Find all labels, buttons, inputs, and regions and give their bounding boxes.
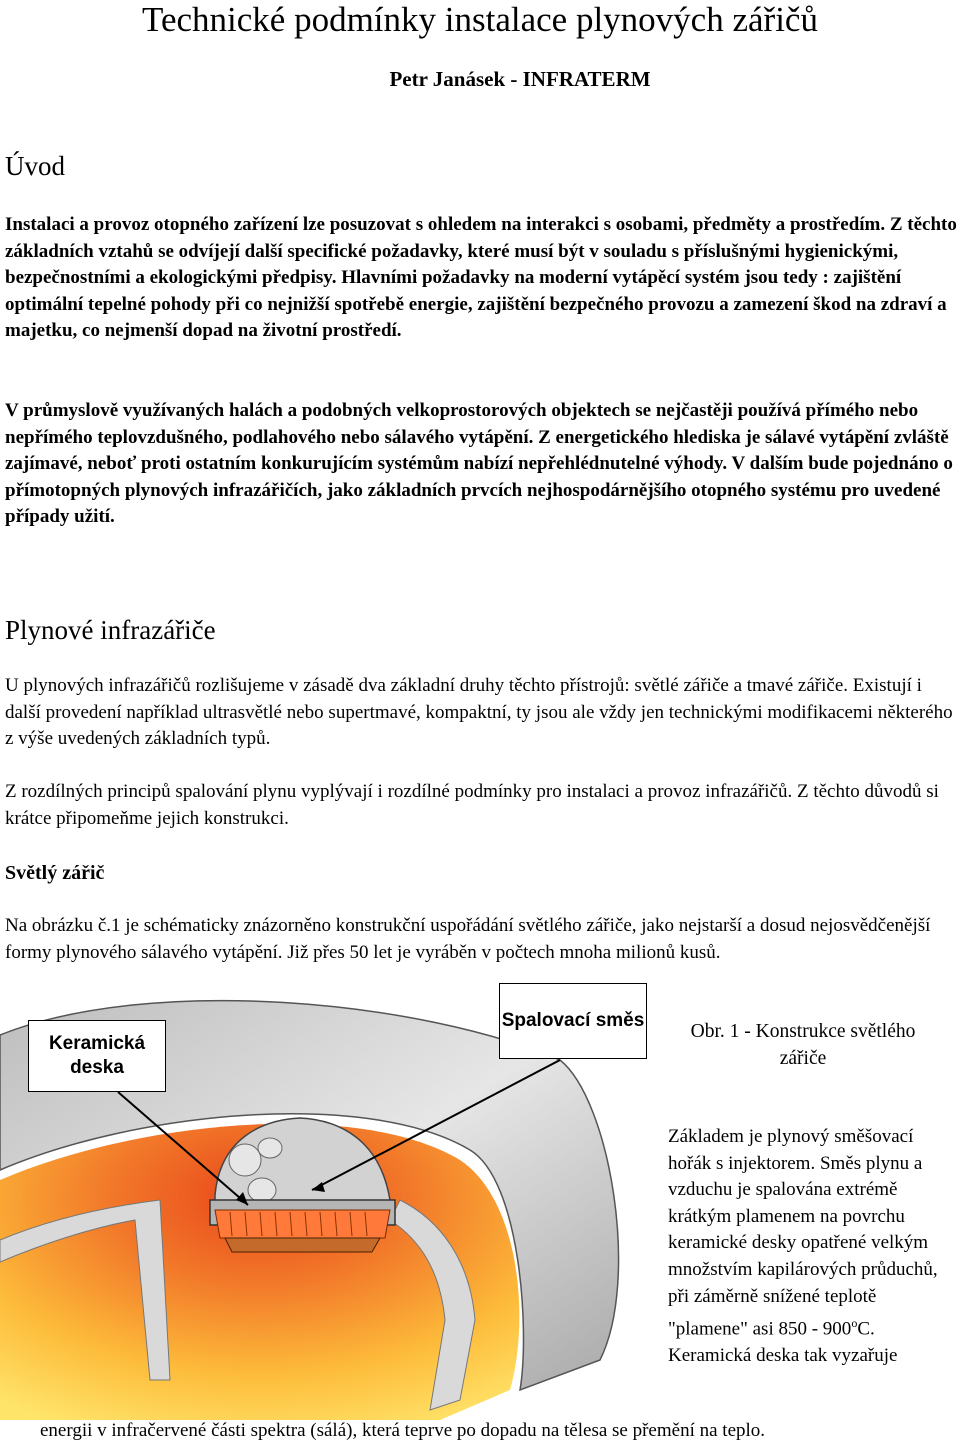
label-ceramic-plate: Keramická deska bbox=[28, 1020, 166, 1092]
author-line: Petr Janásek - INFRATERM bbox=[389, 67, 651, 91]
intro-paragraph-2: V průmyslově využívaných halách a podobných velkoprostorových objektech se nejčastěji používá přímého nebo nepřímého teplovzdušného, podlahového nebo sálavého vytápění. Z energetického hlediska je sálavé vytápění zvláště zajímavé, neboť proti ostatním konkurujícím systémům nabízí nepřehlédnutelné výhody. V dalším bude pojednáno o přímotopných plynových infrazářičích, jako základních prvcích nejhospodárnějšího otopného systému pro uvedené případy užití. bbox=[5, 400, 953, 528]
side-text-body: Základem je plynový směšovací hořák s injektorem. Směs plynu a vzduchu je spalována extrémě krátkým plamenem na povrchu keramické desky opatřené velkým množstvím kapilárových průduchů, při záměrně snížené teplotě "plamene" asi 850 - 900 bbox=[668, 1126, 938, 1340]
heading-intro: Úvod bbox=[5, 151, 65, 181]
figure-bottom-line: energii v infračervené části spektra (sálá), která teprve po dopadu na tělesa se přemění na teplo. bbox=[40, 1420, 766, 1441]
figure-side-text bbox=[668, 1124, 953, 1370]
gas-paragraph-1: U plynových infrazářičů rozlišujeme v zásadě dva základní druhy těchto přístrojů: světlé zářiče a tmavé zářiče. Existují i další provedení například ultrasvětlé nebo supertmavé, kompaktní, ty jsou ale vždy jen technickými modifikacemi některého z výše uvedených základních typů. bbox=[5, 675, 953, 750]
heading-gas-emitters: Plynové infrazářiče bbox=[5, 615, 216, 645]
side-text-end: Keramická deska tak vyzařuje bbox=[668, 1345, 898, 1367]
ceramic-plate bbox=[215, 1210, 390, 1238]
figure-caption: Obr. 1 - Konstrukce světlého zářiče bbox=[690, 1021, 916, 1069]
degree-mark: o bbox=[851, 1316, 858, 1331]
document-title: Technické podmínky instalace plynových zářičů bbox=[142, 0, 818, 39]
bright-paragraph: Na obrázku č.1 je schématicky znázorněno konstrukční uspořádání světlého zářiče, jako nejstarší a dosud nejosvědčenější formy plynového sálavého vytápění. Již přes 50 let je vyráběn v počtech mnoha milionů kusů. bbox=[5, 915, 931, 963]
temp-unit: C. bbox=[857, 1318, 875, 1340]
gas-paragraph-2: Z rozdílných principů spalování plynu vyplývají i rozdílné podmínky pro instalaci a provoz infrazářičů. Z těchto důvodů si krátce připomeňme jejich konstrukci. bbox=[5, 781, 939, 829]
intro-paragraph-1: Instalaci a provoz otopného zařízení lze posuzovat s ohledem na interakci s osobami, předměty a prostředím. Z těchto základních vztahů se odvíjejí další specifické požadavky, které musí být v souladu s příslušnými hygienickými, bezpečnostními a ekologickými předpisy. Hlavními požadavky na moderní vytápěcí systém jsou tedy : zajištění optimální tepelné pohody při co nejnižší spotřebě energie, zajištění bezpečného provozu a zamezení škod na zdraví a majetku, co nejmenší dopad na životní prostředí. bbox=[5, 214, 957, 342]
label-combustion-mixture: Spalovací směs bbox=[499, 983, 647, 1059]
heading-bright-emitter: Světlý zářič bbox=[5, 862, 105, 884]
